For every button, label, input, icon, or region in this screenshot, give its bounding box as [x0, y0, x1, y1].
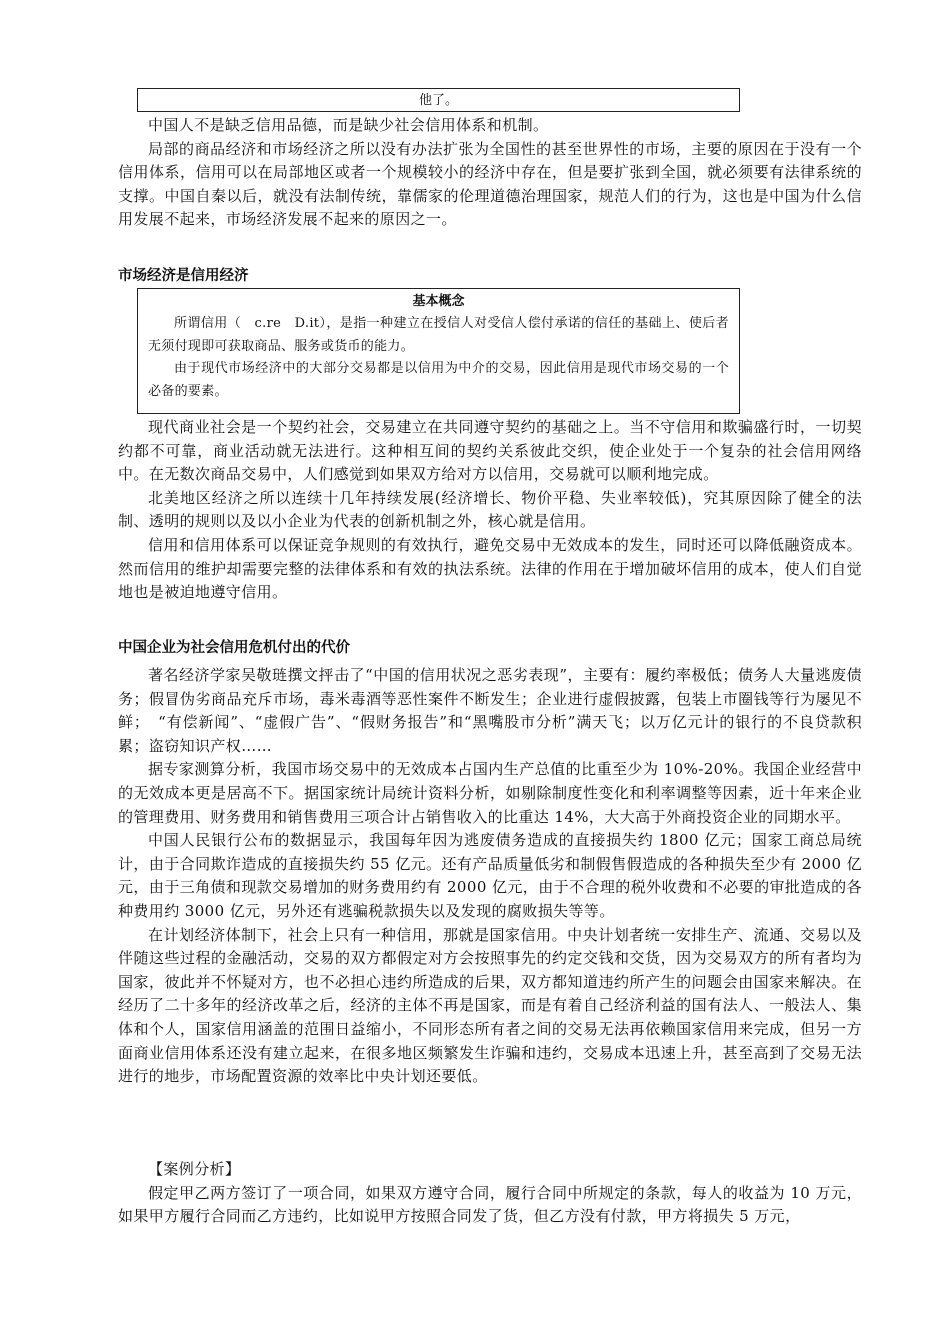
credit-crisis-section [118, 664, 862, 1089]
paragraph: 中国人不是缺乏信用品德，而是缺少社会信用体系和机制。 [148, 116, 549, 134]
section-heading: 中国企业为社会信用危机付出的代价 [118, 639, 350, 656]
paragraph: 现代商业社会是一个契约社会，交易建立在共同遵守契约的基础之上。当不守信用和欺骗盛行时，一切契约都不可靠，商业活动就无法进行。这种相互间的契约关系彼此交织，使企业处于一个复杂的社会信用网络中。在无数次商品交易中，人们感觉到如果双方给对方以信用，交易就可以顺利地完成。 [118, 418, 862, 484]
concept-paragraph: 所谓信用（ c.re D.it），是指一种建立在授信人对受信人偿付承诺的信任的基础上、使后者无须付现即可获取商品、服务或货币的能力。 [148, 316, 729, 354]
case-analysis-section [118, 1158, 862, 1229]
basic-concept-box [137, 288, 740, 414]
paragraph: 中国人民银行公布的数据显示，我国每年因为逃废债务造成的直接损失约 1800 亿元；国家工商总局统计，由于合同欺诈造成的直接损失约 55 亿元。还有产品质量低劣和制假售假造成的各种损失至少有 2000 亿元，由于三角债和现款交易增加的财务费用约有 2000 亿元，由于不合理的税外收费和不必要的审批造成的各种费用约 3000 亿元，另外还有逃骗税款损失以及发现的腐败损失等等。 [118, 831, 862, 920]
paragraph: 据专家测算分析，我国市场交易中的无效成本占国内生产总值的比重至少为 10%-20%。我国企业经营中的无效成本更是居高不下。据国家统计局统计资料分析，如剔除制度性变化和利率调整等因素，近十年来企业的管理费用、财务费用和销售费用三项合计占销售收入的比重达 14%，大大高于外商投资企业的同期水平。 [118, 760, 862, 826]
paragraph: 信用和信用体系可以保证竞争规则的有效执行，避免交易中无效成本的发生，同时还可以降低融资成本。然而信用的维护却需要完整的法律体系和有效的执法系统。法律的作用在于增加破坏信用的成本，使人们自觉地也是被迫地遵守信用。 [118, 535, 862, 602]
paragraph: 在计划经济体制下，社会上只有一种信用，那就是国家信用。中央计划者统一安排生产、流通、交易以及伴随这些过程的金融活动，交易的双方都假定对方会按照事先的约定交钱和交货，因为交易双方的所有者均为国家，彼此并不怀疑对方，也不必担心违约所造成的后果，双方都知道违约所产生的问题会由国家来解决。在经历了二十多年的经济改革之后，经济的主体不再是国家，而是有着自己经济利益的国有法人、一般法人、集体和个人，国家信用涵盖的范围日益缩小，不同形态所有者之间的交易无法再依赖国家信用来完成，但另一方面商业信用体系还没有建立起来，在很多地区频繁发生诈骗和违约，交易成本迅速上升，甚至高到了交易无法进行的地步，市场配置资源的效率比中央计划还要低。 [118, 925, 862, 1086]
paragraph: 假定甲乙两方签订了一项合同，如果双方遵守合同，履行合同中所规定的条款，每人的收益为 10 万元，如果甲方履行合同而乙方违约，比如说甲方按照合同发了货，但乙方没有付款，甲方将损失 5 万元， [118, 1183, 862, 1226]
case-analysis-heading: 【案例分析】 [148, 1160, 241, 1178]
paragraph: 北美地区经济之所以连续十几年持续发展(经济增长、物价平稳、失业率较低)，究其原因除了健全的法制、透明的规则以及以小企业为代表的创新机制之外，核心就是信用。 [118, 488, 862, 531]
paragraph: 著名经济学家吴敬琏撰文抨击了“中国的信用状况之恶劣表现”，主要有：履约率极低；债务人大量逃废债务；假冒伪劣商品充斥市场，毒米毒酒等恶性案件不断发生；企业进行虚假披露，包装上市圈钱等行为屡见不鲜； “有偿新闻”、“虚假广告”、“假财务报告”和“黑嘴股市分析”满天飞；以万亿元计的银行的不良贷款积累；盗窃知识产权…… [118, 666, 862, 755]
paragraph: 局部的商品经济和市场经济之所以没有办法扩张为全国性的甚至世界性的市场，主要的原因在于没有一个信用体系，信用可以在局部地区或者一个规模较小的经济中存在，但是要扩张到全国，就必须要有法律系统的支撑。中国自秦以后，就没有法制传统，靠儒家的伦理道德治理国家，规范人们的行为，这也是中国为什么信用发展不起来，市场经济发展不起来的原因之一。 [118, 139, 862, 229]
concept-box-title: 基本概念 [412, 294, 465, 309]
market-credit-section [118, 416, 862, 605]
continued-quote-box [137, 88, 740, 112]
concept-paragraph: 由于现代市场经济中的大部分交易都是以信用为中介的交易，因此信用是现代市场交易的一个必备的要素。 [148, 361, 729, 399]
section-heading-market-credit [118, 266, 862, 286]
section-heading: 市场经济是信用经济 [118, 267, 249, 284]
section-heading-credit-crisis [118, 638, 862, 658]
credit-system-section [118, 114, 862, 232]
continued-quote-text: 他了。 [418, 93, 458, 108]
